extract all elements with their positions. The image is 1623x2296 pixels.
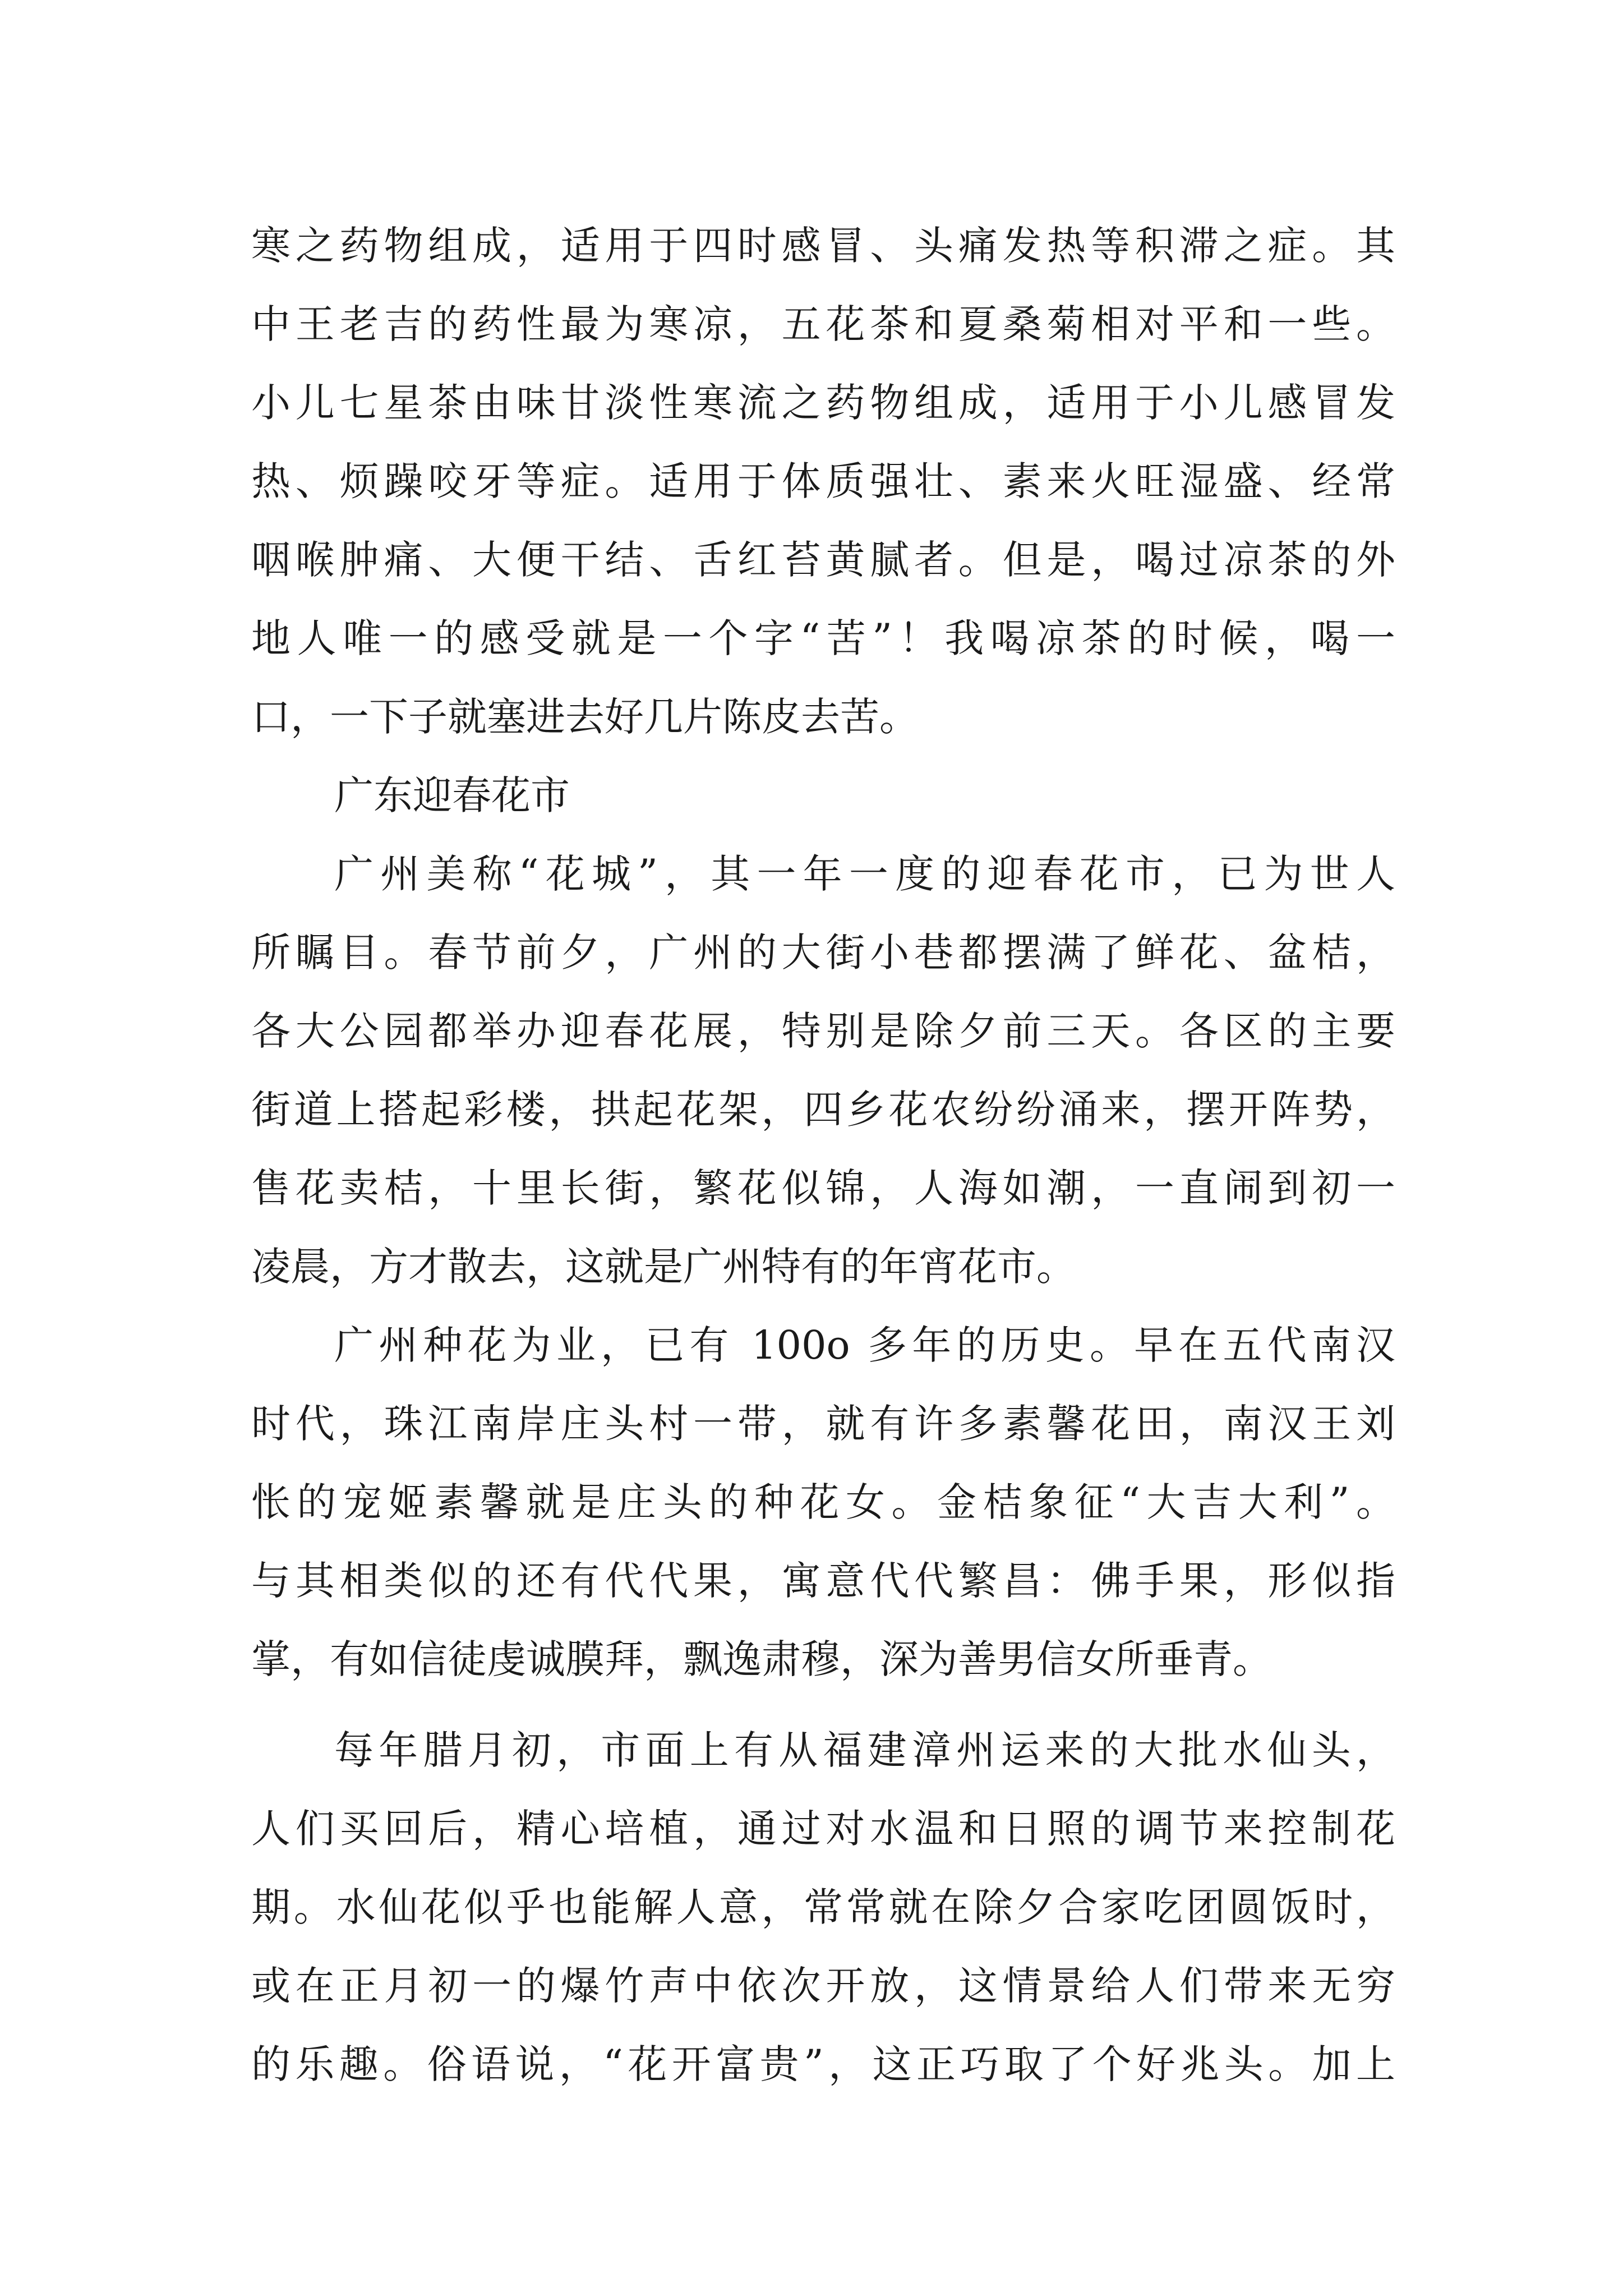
text-line: 广州种花为业，已有 100o 多年的历史。早在五代南汉 bbox=[334, 1322, 1395, 1368]
text-line: 人们买回后，精心培植，通过对水温和日照的调节来控制花 bbox=[251, 1806, 1395, 1852]
text-line: 小儿七星茶由味甘淡性寒流之药物组成，适用于小儿感冒发 bbox=[251, 380, 1395, 426]
paragraph-flower-city bbox=[251, 835, 1395, 1306]
text-line: 掌，有如信徒虔诚膜拜，飘逸肃穆，深为善男信女所垂青。 bbox=[251, 1636, 1272, 1682]
paragraph-spacing bbox=[251, 1699, 1395, 1711]
text-line: 地人唯一的感受就是一个字“苦”！我喝凉茶的时候，喝一 bbox=[251, 615, 1395, 661]
text-line: 所瞩目。春节前夕，广州的大街小巷都摆满了鲜花、盆桔， bbox=[251, 930, 1395, 976]
text-line: 各大公园都举办迎春花展，特别是除夕前三天。各区的主要 bbox=[251, 1008, 1395, 1054]
text-line: 的乐趣。俗语说，“花开富贵”，这正巧取了个好兆头。加上 bbox=[251, 2041, 1395, 2087]
text-line: 中王老吉的药性最为寒凉，五花茶和夏桑菊相对平和一些。 bbox=[251, 301, 1395, 347]
text-line: 怅的宠姬素馨就是庄头的种花女。金桔象征“大吉大利”。 bbox=[251, 1479, 1395, 1525]
text-line: 街道上搭起彩楼，拱起花架，四乡花农纷纷涌来，摆开阵势， bbox=[251, 1087, 1395, 1133]
text-line: 寒之药物组成，适用于四时感冒、头痛发热等积滞之症。其 bbox=[251, 223, 1395, 269]
section-heading bbox=[251, 756, 1395, 835]
paragraph-narcissus bbox=[251, 1711, 1395, 2104]
text-line: 热、烦躁咬牙等症。适用于体质强壮、素来火旺湿盛、经常 bbox=[251, 458, 1395, 504]
text-line: 售花卖桔，十里长街，繁花似锦，人海如潮，一直闹到初一 bbox=[251, 1165, 1395, 1211]
text-line: 期。水仙花似乎也能解人意，常常就在除夕合家吃团圆饭时， bbox=[251, 1884, 1395, 1930]
text-line: 时代，珠江南岸庄头村一带，就有许多素馨花田，南汉王刘 bbox=[251, 1401, 1395, 1447]
heading-text: 广东迎春花市 bbox=[334, 772, 570, 818]
text-line: 与其相类似的还有代代果，寓意代代繁昌：佛手果，形似指 bbox=[251, 1558, 1395, 1604]
paragraph-flower-history bbox=[251, 1306, 1395, 1699]
text-line: 凌晨，方才散去，这就是广州特有的年宵花市。 bbox=[251, 1244, 1076, 1290]
paragraph-liangcha bbox=[251, 206, 1395, 756]
text-line: 广州美称“花城”，其一年一度的迎春花市，已为世人 bbox=[334, 851, 1395, 897]
body-text bbox=[251, 206, 1395, 2104]
text-line: 或在正月初一的爆竹声中依次开放，这情景给人们带来无穷 bbox=[251, 1963, 1395, 2009]
text-line: 咽喉肿痛、大便干结、舌红苔黄腻者。但是，喝过凉茶的外 bbox=[251, 537, 1395, 583]
text-line: 口，一下子就塞进去好几片陈皮去苦。 bbox=[251, 694, 919, 740]
text-line: 每年腊月初，市面上有从福建漳州运来的大批水仙头， bbox=[334, 1727, 1395, 1773]
